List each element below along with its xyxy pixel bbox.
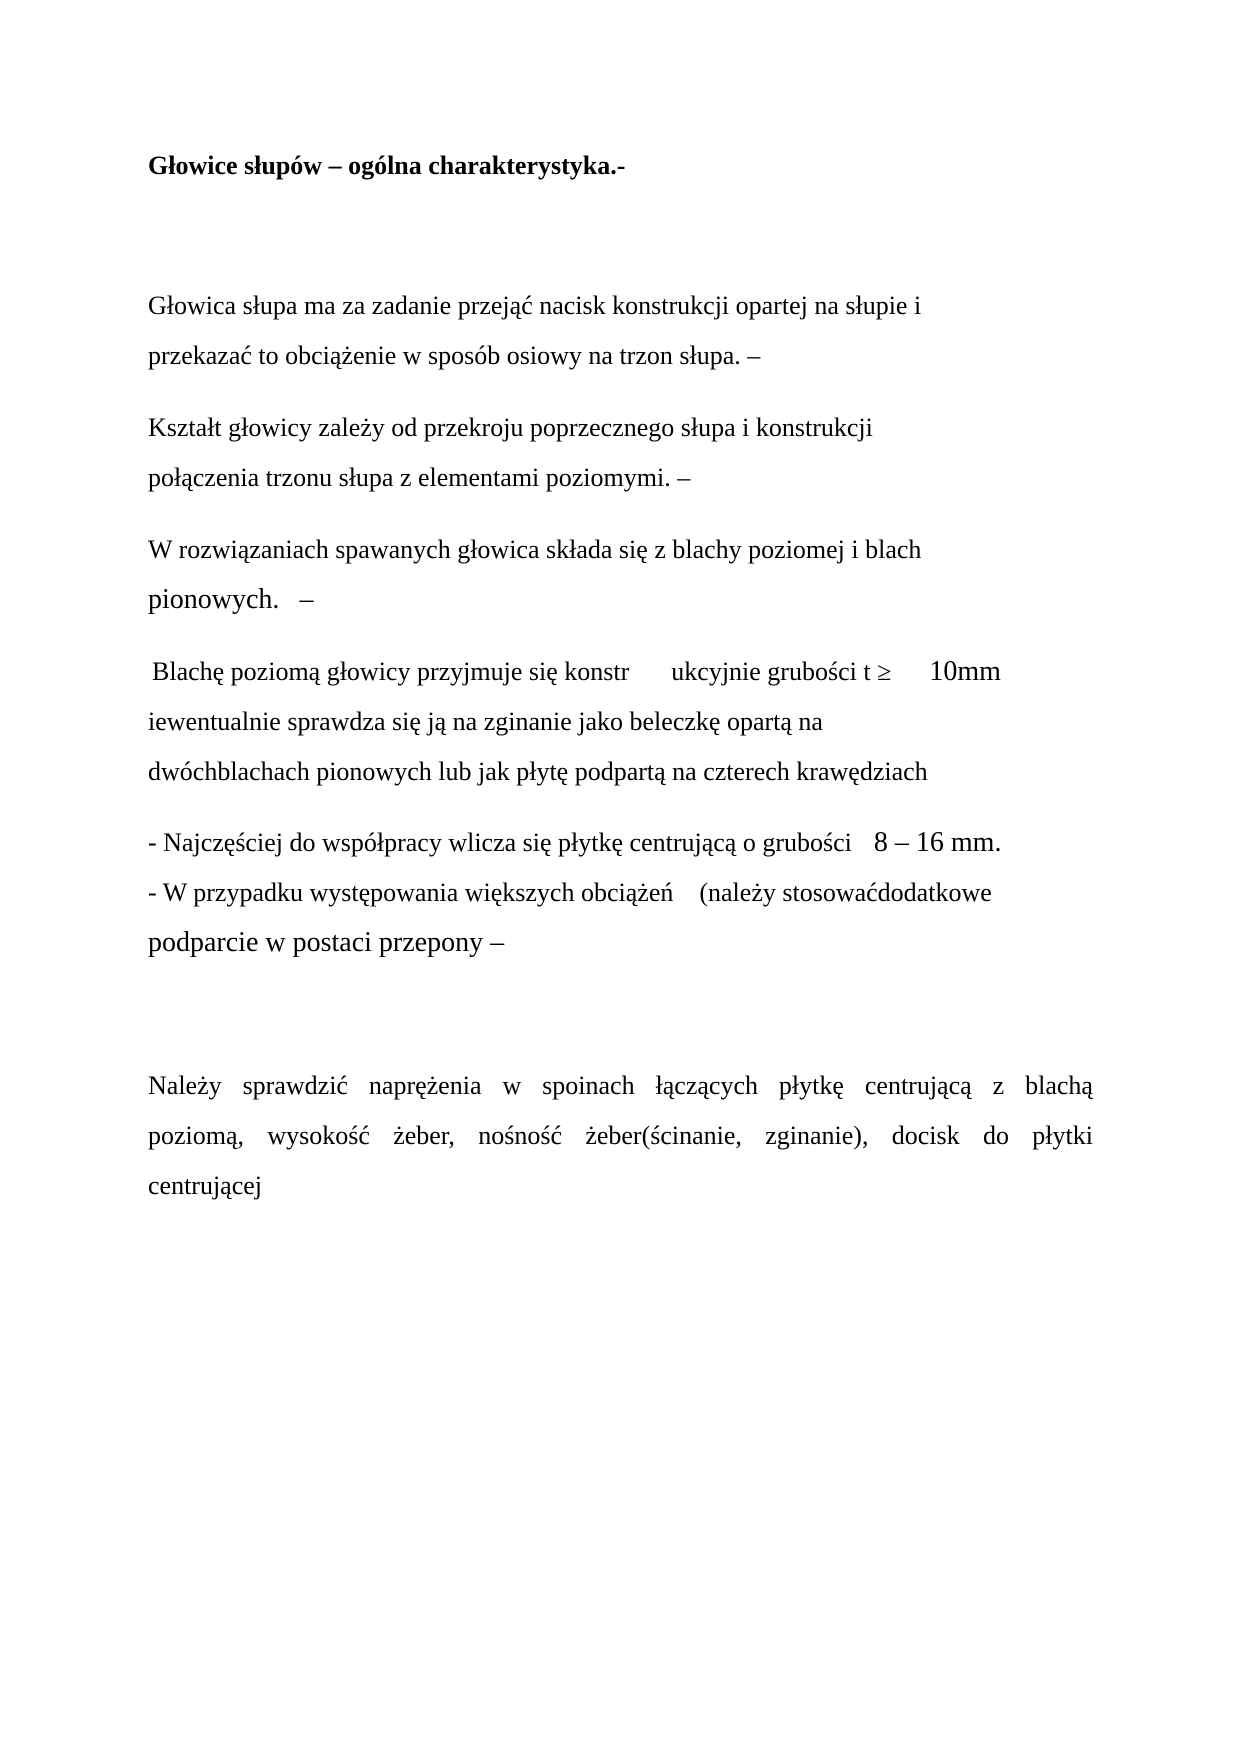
- word: płytki: [1032, 1121, 1093, 1150]
- word: docisk: [891, 1121, 960, 1150]
- word: poziomą,: [148, 1121, 245, 1150]
- paragraph-1-line-1: Głowica słupa ma za zadanie przejąć nacisk konstrukcji opartej na słupie i: [148, 291, 922, 320]
- paragraph-4-line-1: [152, 656, 1001, 688]
- paragraph-3-line-2-dash: –: [299, 584, 314, 615]
- word: z: [992, 1071, 1005, 1100]
- word: w: [502, 1071, 522, 1100]
- word: blachą: [1025, 1071, 1093, 1100]
- paragraph-4-line-3: dwóchblachach pionowych lub jak płytę podpartą na czterech krawędziach: [148, 757, 928, 786]
- paragraph-3-line-2: [148, 584, 313, 616]
- paragraph-3-line-2-text: pionowych.: [148, 584, 280, 615]
- word: nośność: [478, 1121, 563, 1150]
- paragraph-2-line-1: Kształt głowicy zależy od przekroju poprzecznego słupa i konstrukcji: [148, 413, 873, 442]
- paragraph-5-line-1: [148, 827, 1001, 859]
- paragraph-3-line-1: W rozwiązaniach spawanych głowica składa się z blachy poziomej i blach: [148, 535, 922, 564]
- paragraph-5-line-2-part-a: - W przypadku występowania większych obciążeń: [148, 878, 674, 907]
- paragraph-5-line-2: [148, 877, 992, 909]
- paragraph-5-line-3: podparcie w postaci przepony –: [148, 927, 505, 958]
- word: sprawdzić: [242, 1071, 348, 1100]
- word: łączących: [655, 1071, 758, 1100]
- word: zginanie),: [765, 1121, 869, 1150]
- paragraph-4-line-1-part-c: 10mm: [929, 656, 1001, 687]
- paragraph-6-line-3: centrującej: [148, 1171, 263, 1200]
- paragraph-5-line-1-part-b: 8 – 16 mm.: [873, 827, 1002, 858]
- paragraph-2-line-2: połączenia trzonu słupa z elementami poziomymi. –: [148, 463, 691, 492]
- paragraph-4-line-2: iewentualnie sprawdza się ją na zginanie jako beleczkę opartą na: [148, 707, 823, 736]
- document-title: Głowice słupów – ogólna charakterystyka.-: [148, 151, 626, 180]
- word: płytkę: [778, 1071, 844, 1100]
- word: naprężenia: [368, 1071, 482, 1100]
- paragraph-4-line-1-part-a: Blachę poziomą głowicy przyjmuje się konstr: [152, 657, 630, 686]
- paragraph-6-line-2: [148, 1120, 1093, 1152]
- paragraph-1-line-2: przekazać to obciążenie w sposób osiowy na trzon słupa. –: [148, 341, 761, 370]
- paragraph-5-line-1-part-a: - Najczęściej do współpracy wlicza się płytkę centrującą o grubości: [148, 828, 852, 857]
- word: wysokość: [267, 1121, 370, 1150]
- paragraph-5-line-2-part-b: (należy stosowaćdodatkowe: [699, 878, 992, 907]
- word: Należy: [148, 1071, 222, 1100]
- word: centrującą: [864, 1071, 972, 1100]
- word: żeber(ścinanie,: [585, 1121, 742, 1150]
- word: żeber,: [393, 1121, 455, 1150]
- word: spoinach: [542, 1071, 635, 1100]
- paragraph-6-line-1: [148, 1070, 1093, 1102]
- word: do: [982, 1121, 1009, 1150]
- paragraph-4-line-1-part-b: ukcyjnie grubości t ≥: [671, 657, 892, 686]
